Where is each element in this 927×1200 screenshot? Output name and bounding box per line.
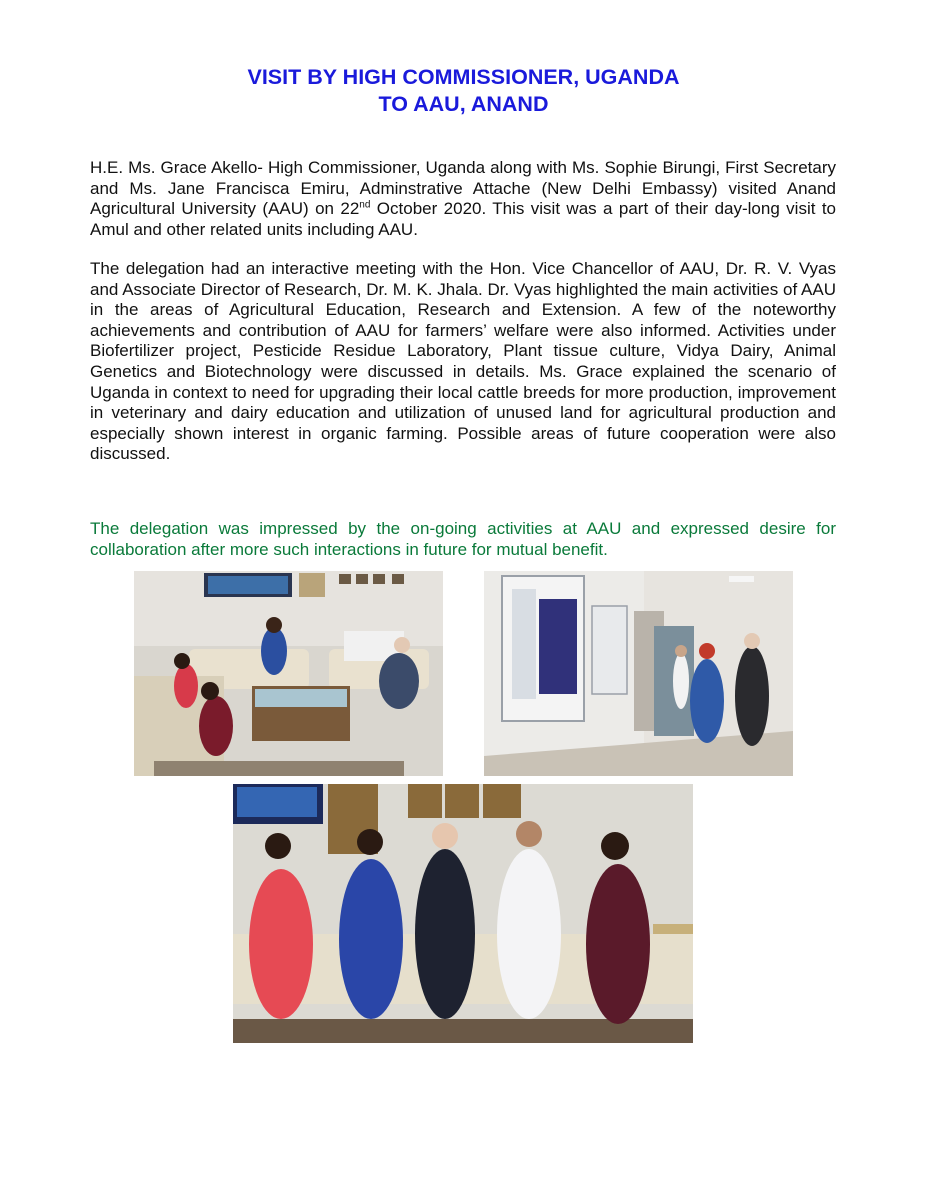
intro-text-start: H.E. Ms. Grace Akello- High Commissioner, Uganda along with Ms. Sophie Birungi, First Secretary and Ms. Jane Francisca Emiru, Adminstrative Attache (New Delhi Embassy) visited Anand Agricultural University (AAU) on 22 [90, 158, 836, 219]
meeting-room-photo [134, 571, 443, 776]
title-line-2: TO AAU, ANAND [378, 92, 549, 116]
document-title [0, 64, 927, 118]
group-photo [233, 784, 693, 1043]
intro-paragraph [90, 158, 836, 240]
date-ordinal-suffix: nd [359, 199, 371, 211]
closing-paragraph: The delegation was impressed by the on-going activities at AAU and expressed desire for collaboration after more such interactions in future for mutual benefit. [90, 519, 836, 559]
corridor-photo [484, 571, 793, 776]
meeting-paragraph: The delegation had an interactive meeting with the Hon. Vice Chancellor of AAU, Dr. R. V. Vyas and Associate Director of Research, Dr. M. K. Jhala. Dr. Vyas highlighted the main activities of AAU in the areas of Agricultural Education, Research and Extension. A few of the noteworthy achievements and contribution of AAU for farmers’ welfare were also informed. Activities under Biofertilizer project, Pesticide Residue Laboratory, Plant tissue culture, Vidya Dairy, Animal Genetics and Biotechnology were discussed in details. Ms. Grace explained the scenario of Uganda in context to need for upgrading their local cattle breeds for more production, improvement in veterinary and dairy education and utilization of unused land for agricultural production and especially shown interest in organic farming. Possible areas of future cooperation were also discussed. [90, 259, 836, 464]
intro-text-end: October 2020. This visit was a part of their day-long visit to Amul and other related units including AAU. [90, 199, 837, 239]
title-line-1: VISIT BY HIGH COMMISSIONER, UGANDA [247, 65, 680, 89]
